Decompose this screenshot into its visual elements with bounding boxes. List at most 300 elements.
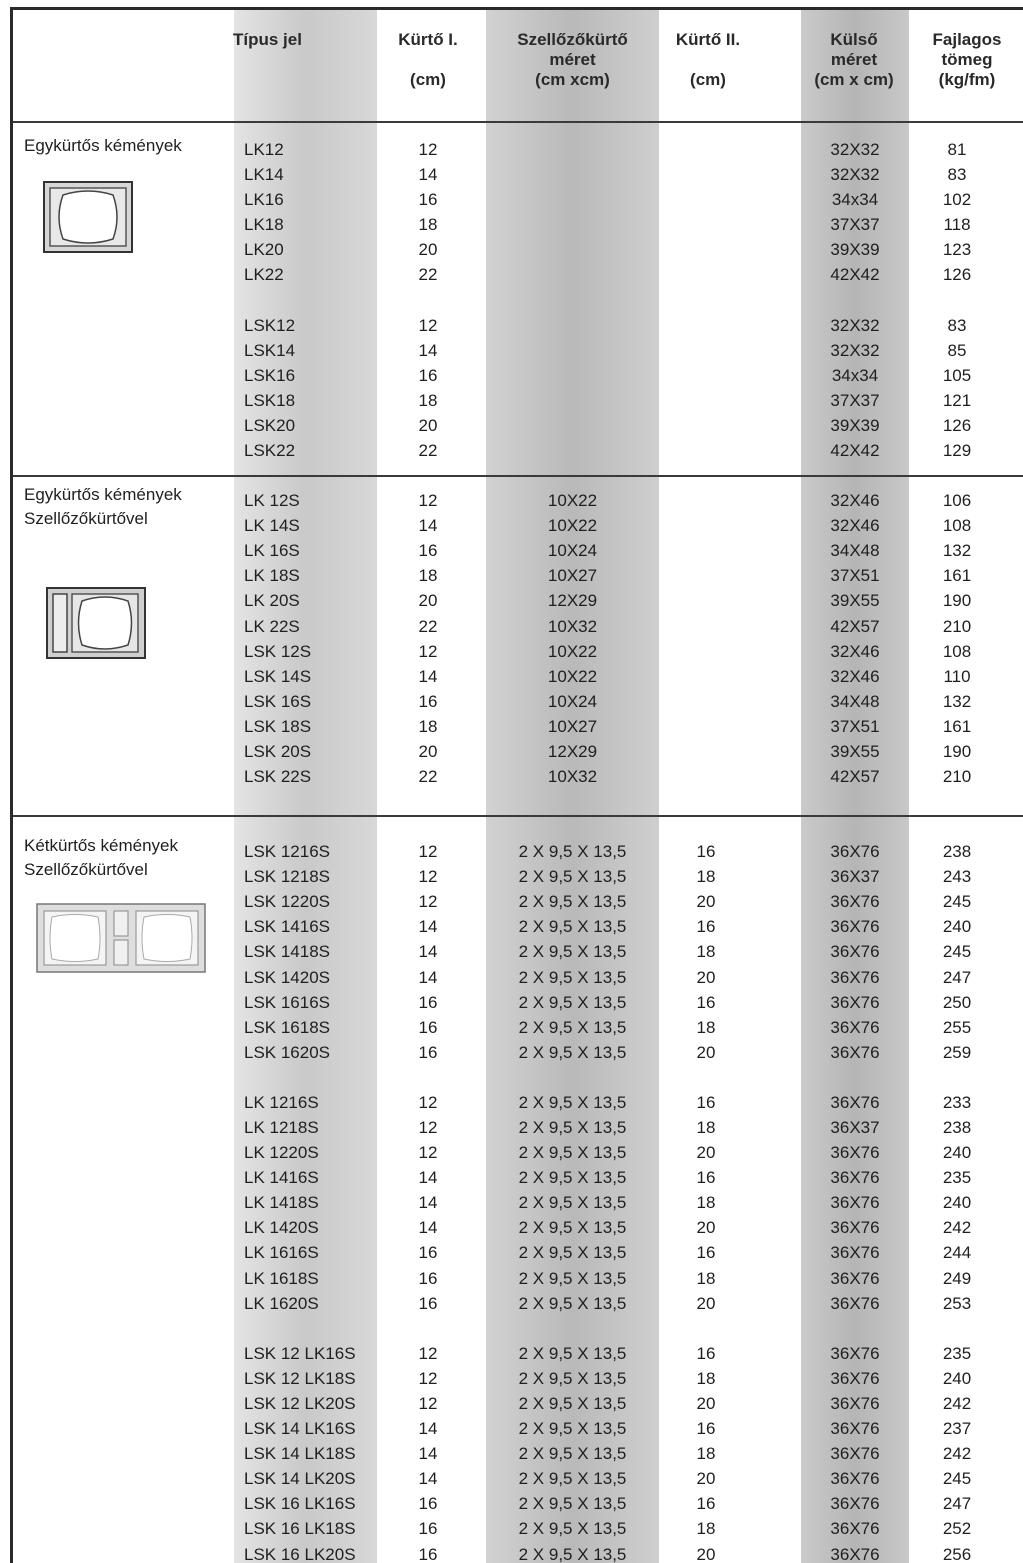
type-code-cell: LSK 1616S: [244, 993, 331, 1012]
flue-1-cm-cell: 22: [418, 767, 438, 786]
table-row: [13, 764, 1023, 789]
flue-1-cm-cell: 16: [418, 1494, 438, 1513]
specific-mass-cell: 245: [942, 1469, 972, 1488]
flue-1-cm-cell: 14: [418, 165, 438, 184]
chimney-spec-table: [10, 7, 1023, 1563]
type-code-cell: LK20: [244, 240, 284, 259]
vent-size-cell: 2 X 9,5 X 13,5: [518, 892, 627, 911]
outer-size-cell: 34x34: [831, 190, 879, 209]
outer-size-cell: 32X32: [830, 165, 880, 184]
vent-size-cell: 2 X 9,5 X 13,5: [518, 1193, 627, 1212]
type-code-cell: LK 1416S: [244, 1168, 319, 1187]
flue-2-cm-cell: 20: [696, 892, 716, 911]
specific-mass-cell: 102: [942, 190, 972, 209]
outer-size-cell: 32X32: [830, 140, 880, 159]
outer-size-cell: 36X76: [830, 1269, 880, 1288]
specific-mass-cell: 129: [942, 441, 972, 460]
flue-2-cm-cell: 16: [696, 1243, 716, 1262]
flue-1-cm-cell: 14: [418, 1444, 438, 1463]
type-code-cell: LK 18S: [244, 566, 300, 585]
flue-2-cm-cell: 18: [696, 1519, 716, 1538]
flue-2-cm-cell: 18: [696, 1018, 716, 1037]
type-code-cell: LSK 12 LK20S: [244, 1394, 356, 1413]
specific-mass-cell: 83: [947, 316, 967, 335]
flue-1-cm-cell: 14: [418, 1218, 438, 1237]
flue-1-cm-cell: 12: [418, 867, 438, 886]
specific-mass-cell: 108: [942, 642, 972, 661]
flue-2-cm-cell: 20: [696, 1043, 716, 1062]
flue-1-cm-cell: 12: [418, 491, 438, 510]
flue-2-cm-cell: 20: [696, 1545, 716, 1563]
flue-1-cm-cell: 14: [418, 917, 438, 936]
vent-size-cell: 2 X 9,5 X 13,5: [518, 917, 627, 936]
outer-size-cell: 36X76: [830, 1093, 880, 1112]
specific-mass-cell: 243: [942, 867, 972, 886]
specific-mass-cell: 245: [942, 942, 972, 961]
type-code-cell: LK 1420S: [244, 1218, 319, 1237]
flue-1-cm-cell: 14: [418, 516, 438, 535]
flue-1-cm-cell: 22: [418, 441, 438, 460]
type-code-cell: LK 1620S: [244, 1294, 319, 1313]
section-1-rule: [13, 475, 1023, 477]
outer-size-cell: 36X76: [830, 842, 880, 861]
type-code-cell: LSK 16 LK16S: [244, 1494, 356, 1513]
type-code-cell: LK22: [244, 265, 284, 284]
section-3-label: Kétkürtős kémények Szellőzőkürtővel: [24, 836, 179, 879]
flue-1-cm-cell: 16: [418, 993, 438, 1012]
table-row: [13, 1416, 1023, 1441]
specific-mass-cell: 81: [947, 140, 967, 159]
specific-mass-cell: 118: [943, 215, 971, 234]
vent-size-cell: 2 X 9,5 X 13,5: [518, 842, 627, 861]
table-row: [13, 1466, 1023, 1491]
outer-size-cell: 37X51: [830, 717, 880, 736]
table-row: [13, 714, 1023, 739]
specific-mass-cell: 240: [942, 917, 972, 936]
specific-mass-cell: 252: [942, 1519, 972, 1538]
table-row: [13, 1215, 1023, 1240]
flue-1-cm-cell: 18: [418, 717, 438, 736]
specific-mass-cell: 249: [942, 1269, 972, 1288]
flue-1-cm-cell: 12: [418, 1394, 438, 1413]
type-code-cell: LSK 1618S: [244, 1018, 331, 1037]
specific-mass-cell: 190: [942, 742, 972, 761]
vent-size-cell: 10X22: [547, 516, 598, 535]
outer-size-cell: 32X46: [830, 667, 880, 686]
type-code-cell: LK14: [244, 165, 284, 184]
specific-mass-cell: 190: [942, 591, 972, 610]
header-type: Típus jel: [233, 30, 302, 49]
vent-size-cell: 10X22: [547, 642, 598, 661]
flue-2-cm-cell: 16: [696, 1168, 716, 1187]
table-row: [13, 338, 1023, 363]
table-row: [13, 588, 1023, 613]
type-code-cell: LK 1216S: [244, 1093, 319, 1112]
header-vent-size: Szellőzőkürtő méret (cm xcm): [517, 30, 628, 89]
outer-size-cell: 36X76: [830, 1444, 880, 1463]
type-code-cell: LSK 16 LK18S: [244, 1519, 356, 1538]
outer-size-cell: 39X55: [830, 742, 880, 761]
table-row: [13, 914, 1023, 939]
vent-size-cell: 10X27: [547, 566, 598, 585]
outer-size-cell: 36X37: [830, 867, 880, 886]
vent-size-cell: 12X29: [547, 742, 598, 761]
vent-size-cell: 2 X 9,5 X 13,5: [518, 1419, 627, 1438]
section-2-rule: [13, 815, 1023, 817]
header-rule: [13, 121, 1023, 123]
type-code-cell: LSK 1220S: [244, 892, 331, 911]
specific-mass-cell: 161: [942, 717, 972, 736]
outer-size-cell: 36X76: [830, 1218, 880, 1237]
type-code-cell: LSK 14S: [244, 667, 312, 686]
outer-size-cell: 32X32: [830, 316, 880, 335]
flue-1-cm-cell: 16: [418, 1519, 438, 1538]
flue-2-cm-cell: 16: [696, 1093, 716, 1112]
vent-size-cell: 12X29: [547, 591, 598, 610]
flue-2-cm-cell: 16: [696, 1494, 716, 1513]
vent-size-cell: 2 X 9,5 X 13,5: [518, 1018, 627, 1037]
type-code-cell: LSK18: [244, 391, 296, 410]
vent-size-cell: 2 X 9,5 X 13,5: [518, 1218, 627, 1237]
vent-size-cell: 2 X 9,5 X 13,5: [518, 1369, 627, 1388]
vent-size-cell: 2 X 9,5 X 13,5: [518, 1344, 627, 1363]
table-row: [13, 137, 1023, 162]
flue-1-cm-cell: 12: [418, 892, 438, 911]
flue-2-cm-cell: 18: [696, 1118, 716, 1137]
flue-1-cm-cell: 18: [418, 566, 438, 585]
flue-1-cm-cell: 12: [418, 1093, 438, 1112]
table-row: [13, 1015, 1023, 1040]
specific-mass-cell: 108: [942, 516, 972, 535]
flue-2-cm-cell: 18: [696, 1193, 716, 1212]
outer-size-cell: 36X76: [830, 1519, 880, 1538]
flue-1-cm-cell: 12: [418, 642, 438, 661]
type-code-cell: LSK 14 LK20S: [244, 1469, 356, 1488]
outer-size-cell: 42X42: [830, 441, 880, 460]
type-code-cell: LK 12S: [244, 491, 300, 510]
specific-mass-cell: 256: [942, 1545, 972, 1563]
flue-1-cm-cell: 20: [418, 591, 438, 610]
flue-1-cm-cell: 18: [418, 215, 438, 234]
type-code-cell: LK 1220S: [244, 1143, 319, 1162]
outer-size-cell: 32X32: [830, 341, 880, 360]
outer-size-cell: 36X76: [830, 1469, 880, 1488]
flue-1-cm-cell: 16: [418, 1018, 438, 1037]
flue-1-cm-cell: 12: [418, 842, 438, 861]
vent-size-cell: 2 X 9,5 X 13,5: [518, 993, 627, 1012]
vent-size-cell: 2 X 9,5 X 13,5: [518, 1394, 627, 1413]
vent-size-cell: 10X27: [547, 717, 598, 736]
specific-mass-cell: 126: [942, 265, 972, 284]
table-row: [13, 1516, 1023, 1541]
table-row: [13, 965, 1023, 990]
table-row: [13, 1240, 1023, 1265]
specific-mass-cell: 253: [942, 1294, 972, 1313]
table-row: [13, 513, 1023, 538]
outer-size-cell: 36X76: [830, 1394, 880, 1413]
outer-size-cell: 37X37: [830, 391, 880, 410]
type-code-cell: LSK 1418S: [244, 942, 331, 961]
type-code-cell: LSK 22S: [244, 767, 312, 786]
flue-1-cm-cell: 16: [418, 1043, 438, 1062]
table-row: [13, 388, 1023, 413]
vent-size-cell: 10X24: [547, 692, 598, 711]
vent-size-cell: 2 X 9,5 X 13,5: [518, 1519, 627, 1538]
outer-size-cell: 36X76: [830, 892, 880, 911]
specific-mass-cell: 259: [942, 1043, 972, 1062]
type-code-cell: LSK 14 LK16S: [244, 1419, 356, 1438]
type-code-cell: LK18: [244, 215, 284, 234]
table-row: [13, 1542, 1023, 1563]
flue-1-cm-cell: 16: [418, 541, 438, 560]
flue-2-cm-cell: 18: [696, 1269, 716, 1288]
specific-mass-cell: 123: [942, 240, 972, 259]
outer-size-cell: 42X57: [830, 617, 880, 636]
table-row: [13, 488, 1023, 513]
outer-size-cell: 36X37: [830, 1118, 880, 1137]
outer-size-cell: 36X76: [830, 993, 880, 1012]
specific-mass-cell: 247: [942, 968, 972, 987]
table-row: [13, 1441, 1023, 1466]
flue-2-cm-cell: 16: [696, 1344, 716, 1363]
table-row: [13, 1341, 1023, 1366]
vent-size-cell: 10X32: [547, 767, 598, 786]
flue-2-cm-cell: 18: [696, 867, 716, 886]
outer-size-cell: 36X76: [830, 1143, 880, 1162]
table-row: [13, 1190, 1023, 1215]
outer-size-cell: 32X46: [830, 516, 880, 535]
flue-2-cm-cell: 16: [696, 1419, 716, 1438]
table-row: [13, 1115, 1023, 1140]
flue-1-cm-cell: 20: [418, 416, 438, 435]
flue-1-cm-cell: 14: [418, 1419, 438, 1438]
table-row: [13, 563, 1023, 588]
table-row: [13, 187, 1023, 212]
type-code-cell: LK 1616S: [244, 1243, 319, 1262]
specific-mass-cell: 126: [942, 416, 972, 435]
table-row: [13, 413, 1023, 438]
table-row: [13, 1165, 1023, 1190]
outer-size-cell: 32X46: [830, 642, 880, 661]
outer-size-cell: 34x34: [831, 366, 879, 385]
type-code-cell: LSK 12 LK18S: [244, 1369, 356, 1388]
flue-1-cm-cell: 22: [418, 265, 438, 284]
table-row: [13, 664, 1023, 689]
specific-mass-cell: 132: [942, 541, 972, 560]
flue-1-cm-cell: 14: [418, 667, 438, 686]
table-row: [13, 839, 1023, 864]
table-row: [13, 739, 1023, 764]
header-flue-2: Kürtő II. (cm): [675, 30, 741, 89]
type-code-cell: LSK 16 LK20S: [244, 1545, 356, 1563]
table-row: [13, 162, 1023, 187]
type-code-cell: LK 20S: [244, 591, 300, 610]
vent-size-cell: 2 X 9,5 X 13,5: [518, 1469, 627, 1488]
specific-mass-cell: 235: [942, 1344, 972, 1363]
section-2-label: Egykürtős kémények Szellőzőkürtővel: [24, 485, 182, 528]
table-row: [13, 639, 1023, 664]
flue-1-cm-cell: 12: [418, 140, 438, 159]
header-flue-1: Kürtő I. (cm): [398, 30, 458, 89]
flue-1-cm-cell: 12: [418, 1143, 438, 1162]
outer-size-cell: 32X46: [830, 491, 880, 510]
flue-1-cm-cell: 14: [418, 968, 438, 987]
vent-size-cell: 2 X 9,5 X 13,5: [518, 1243, 627, 1262]
specific-mass-cell: 242: [942, 1218, 972, 1237]
flue-2-cm-cell: 16: [696, 917, 716, 936]
type-code-cell: LSK20: [244, 416, 296, 435]
flue-1-cm-cell: 16: [418, 1545, 438, 1563]
table-row: [13, 538, 1023, 563]
type-code-cell: LK 14S: [244, 516, 300, 535]
outer-size-cell: 42X42: [830, 265, 880, 284]
specific-mass-cell: 255: [942, 1018, 972, 1037]
type-code-cell: LK 1618S: [244, 1269, 319, 1288]
specific-mass-cell: 240: [942, 1143, 972, 1162]
header-outer-size: Külső méret (cm x cm): [814, 30, 894, 89]
specific-mass-cell: 238: [942, 1118, 972, 1137]
table-row: [13, 438, 1023, 463]
flue-2-cm-cell: 18: [696, 942, 716, 961]
type-code-cell: LSK 14 LK18S: [244, 1444, 356, 1463]
flue-1-cm-cell: 12: [418, 316, 438, 335]
type-code-cell: LSK16: [244, 366, 296, 385]
flue-1-cm-cell: 20: [418, 742, 438, 761]
outer-size-cell: 36X76: [830, 1043, 880, 1062]
type-code-cell: LK 16S: [244, 541, 300, 560]
specific-mass-cell: 105: [942, 366, 972, 385]
table-row: [13, 212, 1023, 237]
flue-1-cm-cell: 16: [418, 1269, 438, 1288]
outer-size-cell: 36X76: [830, 1494, 880, 1513]
specific-mass-cell: 85: [947, 341, 967, 360]
specific-mass-cell: 242: [942, 1444, 972, 1463]
type-code-cell: LSK12: [244, 316, 296, 335]
table-row: [13, 313, 1023, 338]
type-code-cell: LSK 18S: [244, 717, 312, 736]
flue-1-cm-cell: 16: [418, 1294, 438, 1313]
table-row: [13, 1491, 1023, 1516]
outer-size-cell: 34X48: [830, 692, 880, 711]
flue-2-cm-cell: 20: [696, 1218, 716, 1237]
specific-mass-cell: 161: [942, 566, 972, 585]
vent-size-cell: 2 X 9,5 X 13,5: [518, 1494, 627, 1513]
table-row: [13, 939, 1023, 964]
type-code-cell: LSK 20S: [244, 742, 312, 761]
type-code-cell: LK 1418S: [244, 1193, 319, 1212]
specific-mass-cell: 110: [943, 667, 971, 686]
type-code-cell: LSK22: [244, 441, 296, 460]
table-row: [13, 1140, 1023, 1165]
type-code-cell: LSK 1620S: [244, 1043, 331, 1062]
type-code-cell: LSK 12S: [244, 642, 312, 661]
type-code-cell: LSK 12 LK16S: [244, 1344, 356, 1363]
vent-size-cell: 2 X 9,5 X 13,5: [518, 1168, 627, 1187]
vent-size-cell: 10X22: [547, 491, 598, 510]
table-row: [13, 990, 1023, 1015]
table-row: [13, 689, 1023, 714]
flue-1-cm-cell: 18: [418, 391, 438, 410]
type-code-cell: LSK 1420S: [244, 968, 331, 987]
vent-size-cell: 2 X 9,5 X 13,5: [518, 1545, 627, 1563]
type-code-cell: LSK 1416S: [244, 917, 331, 936]
flue-1-cm-cell: 14: [418, 1469, 438, 1488]
specific-mass-cell: 240: [942, 1369, 972, 1388]
outer-size-cell: 36X76: [830, 917, 880, 936]
specific-mass-cell: 238: [942, 842, 972, 861]
table-row: [13, 1291, 1023, 1316]
type-code-cell: LK 22S: [244, 617, 300, 636]
flue-1-cm-cell: 16: [418, 190, 438, 209]
type-code-cell: LK 1218S: [244, 1118, 319, 1137]
flue-1-cm-cell: 16: [418, 366, 438, 385]
table-row: [13, 237, 1023, 262]
outer-size-cell: 36X76: [830, 942, 880, 961]
outer-size-cell: 36X76: [830, 1369, 880, 1388]
type-code-cell: LSK 1218S: [244, 867, 331, 886]
outer-size-cell: 36X76: [830, 1243, 880, 1262]
outer-size-cell: 39X39: [830, 240, 880, 259]
vent-size-cell: 2 X 9,5 X 13,5: [518, 1118, 627, 1137]
specific-mass-cell: 245: [942, 892, 972, 911]
table-row: [13, 864, 1023, 889]
type-code-cell: LK12: [244, 140, 284, 159]
type-code-cell: LSK 16S: [244, 692, 312, 711]
flue-2-cm-cell: 20: [696, 1294, 716, 1313]
specific-mass-cell: 235: [942, 1168, 972, 1187]
specific-mass-cell: 121: [942, 391, 972, 410]
flue-2-cm-cell: 16: [696, 993, 716, 1012]
flue-1-cm-cell: 14: [418, 942, 438, 961]
vent-size-cell: 2 X 9,5 X 13,5: [518, 1093, 627, 1112]
outer-size-cell: 36X76: [830, 1168, 880, 1187]
outer-size-cell: 36X76: [830, 1344, 880, 1363]
outer-size-cell: 42X57: [830, 767, 880, 786]
flue-2-cm-cell: 20: [696, 1143, 716, 1162]
flue-1-cm-cell: 16: [418, 692, 438, 711]
type-code-cell: LSK14: [244, 341, 296, 360]
specific-mass-cell: 250: [942, 993, 972, 1012]
specific-mass-cell: 210: [942, 617, 972, 636]
flue-1-cm-cell: 14: [418, 1168, 438, 1187]
vent-size-cell: 2 X 9,5 X 13,5: [518, 1269, 627, 1288]
vent-size-cell: 2 X 9,5 X 13,5: [518, 968, 627, 987]
specific-mass-cell: 242: [942, 1394, 972, 1413]
outer-size-cell: 36X76: [830, 968, 880, 987]
vent-size-cell: 2 X 9,5 X 13,5: [518, 1444, 627, 1463]
specific-mass-cell: 83: [947, 165, 967, 184]
outer-size-cell: 36X76: [830, 1018, 880, 1037]
flue-1-cm-cell: 14: [418, 1193, 438, 1212]
flue-1-cm-cell: 12: [418, 1118, 438, 1137]
vent-size-cell: 10X22: [547, 667, 598, 686]
type-code-cell: LSK 1216S: [244, 842, 331, 861]
flue-2-cm-cell: 18: [696, 1444, 716, 1463]
header-specific-mass: Fajlagos tömeg (kg/fm): [932, 30, 1002, 89]
flue-1-cm-cell: 12: [418, 1344, 438, 1363]
flue-1-cm-cell: 12: [418, 1369, 438, 1388]
outer-size-cell: 36X76: [830, 1545, 880, 1563]
table-row: [13, 1090, 1023, 1115]
table-row: [13, 1266, 1023, 1291]
outer-size-cell: 36X76: [830, 1294, 880, 1313]
table-row: [13, 614, 1023, 639]
type-code-cell: LK16: [244, 190, 284, 209]
table-row: [13, 1040, 1023, 1065]
table-row: [13, 1391, 1023, 1416]
vent-size-cell: 2 X 9,5 X 13,5: [518, 942, 627, 961]
outer-size-cell: 37X37: [830, 215, 880, 234]
